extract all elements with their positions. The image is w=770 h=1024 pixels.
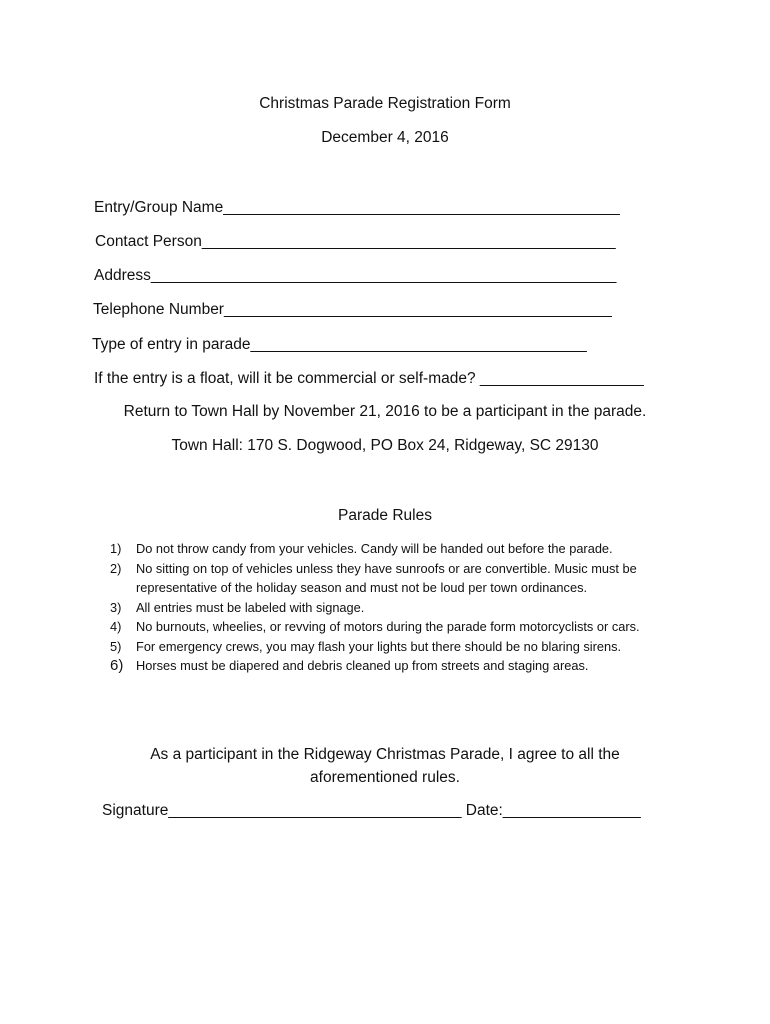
- rule-text: No burnouts, wheelies, or revving of motors during the parade form motorcyclists or cars.: [136, 619, 640, 634]
- entry-type-field[interactable]: Type of entry in parade_______________________________________: [92, 336, 587, 353]
- agreement-line: As a participant in the Ridgeway Christmas Parade, I agree to all the: [150, 746, 620, 763]
- form-date: December 4, 2016: [321, 129, 449, 146]
- rule-text: Do not throw candy from your vehicles. Candy will be handed out before the parade.: [136, 541, 613, 556]
- rule-number: 1): [110, 541, 122, 556]
- rule-number: 4): [110, 619, 122, 634]
- agreement-statement: [0, 743, 770, 789]
- rule-number: 6): [110, 657, 124, 674]
- list-item: [110, 559, 700, 598]
- return-notice: Return to Town Hall by November 21, 2016 to be a participant in the parade.: [123, 403, 647, 420]
- entry-group-name-field[interactable]: Entry/Group Name______________________________________________: [94, 199, 620, 216]
- list-item: [110, 598, 700, 618]
- telephone-number-field[interactable]: Telephone Number_____________________________________________: [93, 301, 612, 318]
- rule-number: 5): [110, 638, 122, 654]
- list-item: [110, 617, 700, 637]
- agreement-line: aforementioned rules.: [310, 769, 460, 786]
- rules-list: [110, 539, 700, 676]
- rule-text: No sitting on top of vehicles unless they have sunroofs or are convertible. Music must be representative of the holiday season and must not be loud per town ordinances.: [136, 560, 637, 595]
- list-item: [110, 637, 700, 657]
- rule-text: All entries must be labeled with signage.: [136, 599, 365, 615]
- town-hall-address: Town Hall: 170 S. Dogwood, PO Box 24, Ridgeway, SC 29130: [171, 437, 599, 454]
- form-title: Christmas Parade Registration Form: [259, 95, 511, 112]
- address-field[interactable]: Address______________________________________________________: [94, 267, 617, 284]
- rule-text: Horses must be diapered and debris cleaned up from streets and staging areas.: [136, 658, 589, 673]
- list-item: [110, 656, 700, 676]
- signature-date-field[interactable]: Signature__________________________________ Date:________________: [102, 802, 641, 819]
- contact-person-field[interactable]: Contact Person________________________________________________: [95, 233, 616, 250]
- rule-number: 3): [110, 599, 122, 615]
- rule-number: 2): [110, 560, 122, 576]
- rule-text: For emergency crews, you may flash your lights but there should be no blaring sirens.: [136, 638, 622, 654]
- rules-heading: Parade Rules: [338, 507, 432, 524]
- float-type-field[interactable]: If the entry is a float, will it be commercial or self-made? ___________________: [94, 370, 644, 387]
- list-item: [110, 539, 700, 559]
